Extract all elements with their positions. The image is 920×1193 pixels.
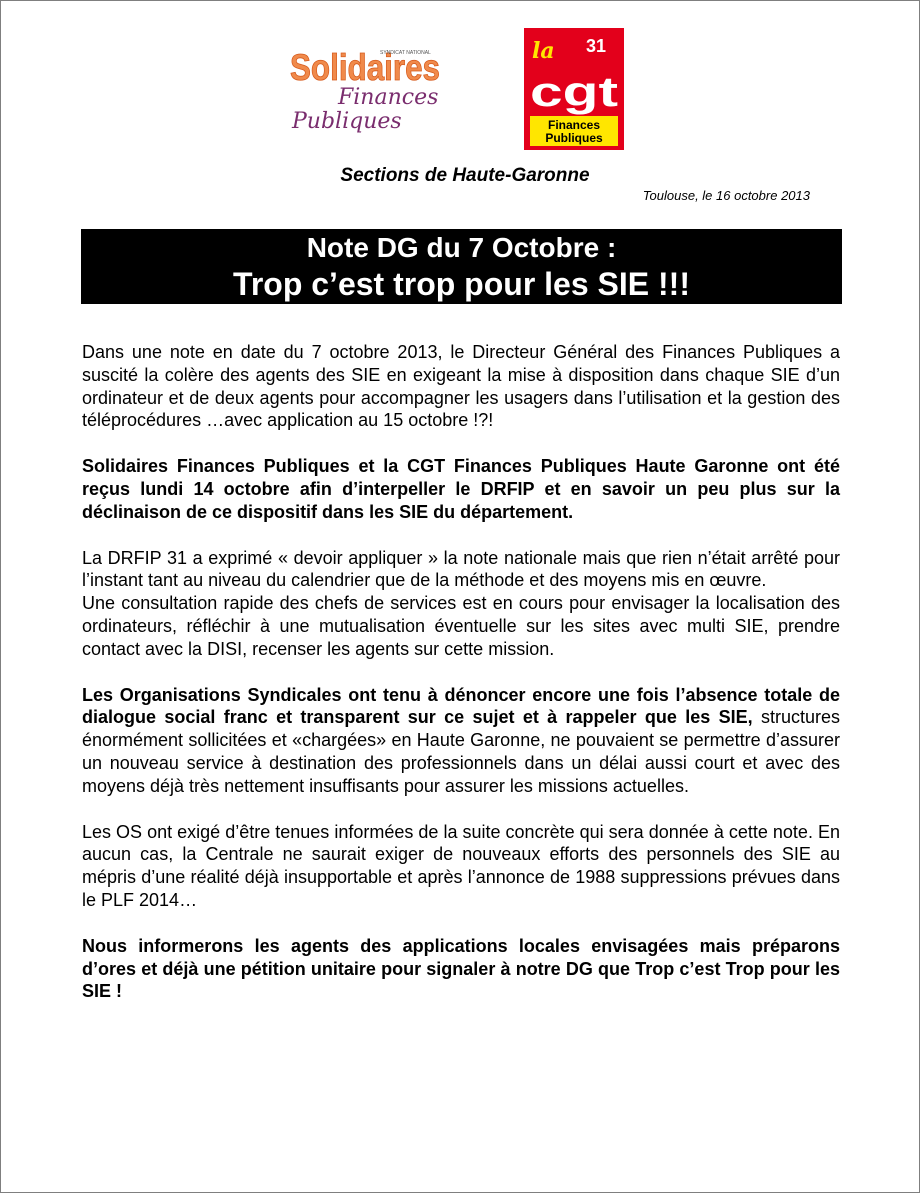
paragraph-3b: Une consultation rapide des chefs de services est en cours pour envisager la localisation des ordinateurs, réfléchir à une mutualisation éventuelle sur les sites avec multi SIE, prendre contact avec la DISI, recenser les agents sur cette mission.	[82, 593, 840, 659]
banner-line-1: Note DG du 7 Octobre :	[306, 232, 617, 263]
paragraph-4	[82, 684, 840, 798]
paragraph-5: Les OS ont exigé d’être tenues informées de la suite concrète qui sera donnée à cette note. En aucun cas, la Centrale ne saurait exiger de nouveaux efforts des personnels des SIE au mépris d’une réalité déjà insupportable et après l’annonce de 1988 suppressions prévues dans le PLF 2014…	[82, 821, 840, 910]
dateline: Toulouse, le 16 octobre 2013	[642, 188, 810, 203]
paragraph-3a: La DRFIP 31 a exprimé « devoir appliquer » la note nationale mais que rien n’était arrêté pour l’instant tant au niveau du calendrier que de la méthode et des moyens mis en œuvre.	[82, 547, 840, 591]
cgt-logo	[524, 28, 624, 150]
sections-heading: Sections de Haute-Garonne	[340, 165, 590, 186]
paragraph-4-bold: Les Organisations Syndicales ont tenu à dénoncer encore une fois l’absence totale de dialogue social franc et transparent sur ce sujet et à rappeler que les SIE,	[82, 684, 840, 728]
cgt-logo-name: cgt	[530, 68, 619, 115]
cgt-logo-number: 31	[586, 36, 607, 56]
paragraph-4-rest: structures énormément sollicitées et «chargées» en Haute Garonne, ne pouvaient se permettre d’assurer un nouveau service à destination des professionnels dans un délai aussi court et avec des moyens déjà très nettement insuffisants pour assurer les missions actuelles.	[82, 707, 840, 796]
solidaires-logo	[288, 42, 444, 134]
solidaires-logo-small: SYNDICAT NATIONAL	[380, 50, 431, 56]
solidaires-logo-word: Solidaires	[290, 47, 440, 88]
title-banner	[81, 229, 842, 304]
solidaires-logo-finances: Finances	[338, 85, 439, 110]
cgt-logo-line2: Publiques	[545, 131, 603, 145]
cgt-logo-line1: Finances	[547, 118, 601, 132]
body-text	[82, 341, 840, 1026]
paragraph-2: Solidaires Finances Publiques et la CGT Finances Publiques Haute Garonne ont été reçus lundi 14 octobre afin d’interpeller le DRFIP et en savoir un peu plus sur la déclinaison de ce dispositif dans les SIE du département.	[82, 456, 840, 522]
banner-line-2: Trop c’est trop pour les SIE !!!	[233, 266, 690, 302]
cgt-logo-la: la	[532, 38, 555, 64]
paragraph-1: Dans une note en date du 7 octobre 2013, le Directeur Général des Finances Publiques a suscité la colère des agents des SIE en exigeant la mise à disposition dans chaque SIE d’un ordinateur et de deux agents pour accompagner les usagers dans l’utilisation et la gestion des téléprocédures …avec application au 15 octobre !?!	[82, 342, 840, 431]
solidaires-logo-publiques: Publiques	[292, 109, 402, 134]
paragraph-6: Nous informerons les agents des applications locales envisagées mais préparons d’ores et déjà une pétition unitaire pour signaler à notre DG que Trop c’est Trop pour les SIE !	[82, 935, 840, 1002]
